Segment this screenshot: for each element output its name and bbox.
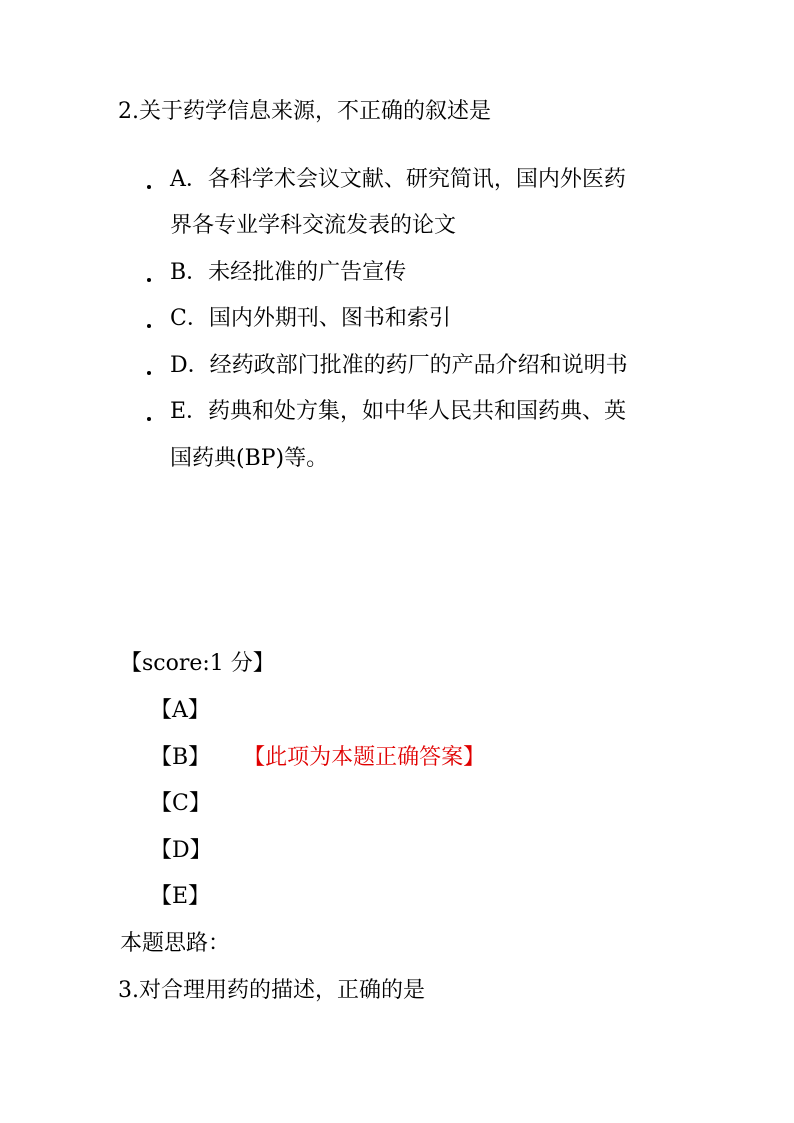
answer-row-d (150, 836, 212, 866)
answer-label-b: 【B】 (150, 745, 211, 770)
answer-row-c (150, 789, 211, 819)
answer-label-e: 【E】 (150, 884, 211, 909)
answer-row-e (150, 882, 210, 912)
option-c-bullet (147, 324, 151, 328)
option-a-bullet (147, 185, 151, 189)
option-a-line-1: A．各科学术会议文献、研究简讯，国内外医药 (170, 167, 626, 192)
option-d-bullet (147, 371, 151, 375)
option-b-bullet (147, 278, 151, 282)
option-d-line-1: D．经药政部门批准的药厂的产品介绍和说明书 (170, 353, 628, 378)
answer-label-d: 【D】 (150, 838, 212, 863)
question-2-title: 2.关于药学信息来源，不正确的叙述是 (118, 99, 491, 124)
answer-label-a: 【A】 (150, 698, 210, 723)
option-e-line-2: 国药典(BP)等。 (170, 446, 329, 471)
answer-row-b (150, 743, 485, 773)
option-b-line-1: B．未经批准的广告宣传 (170, 260, 407, 285)
answer-row-a (150, 696, 210, 726)
explanation-label: 本题思路： (120, 931, 231, 956)
correct-answer-note: 【此项为本题正确答案】 (254, 745, 486, 770)
score-label: 【score:1 分】 (120, 651, 275, 676)
option-e-line-1: E．药典和处方集，如中华人民共和国药典、英 (170, 399, 627, 424)
option-e-bullet (147, 417, 151, 421)
option-a-line-2: 界各专业学科交流发表的论文 (170, 213, 457, 238)
option-c-line-1: C．国内外期刊、图书和索引 (170, 306, 451, 331)
question-3-title: 3.对合理用药的描述，正确的是 (118, 978, 425, 1003)
answer-label-c: 【C】 (150, 791, 211, 816)
